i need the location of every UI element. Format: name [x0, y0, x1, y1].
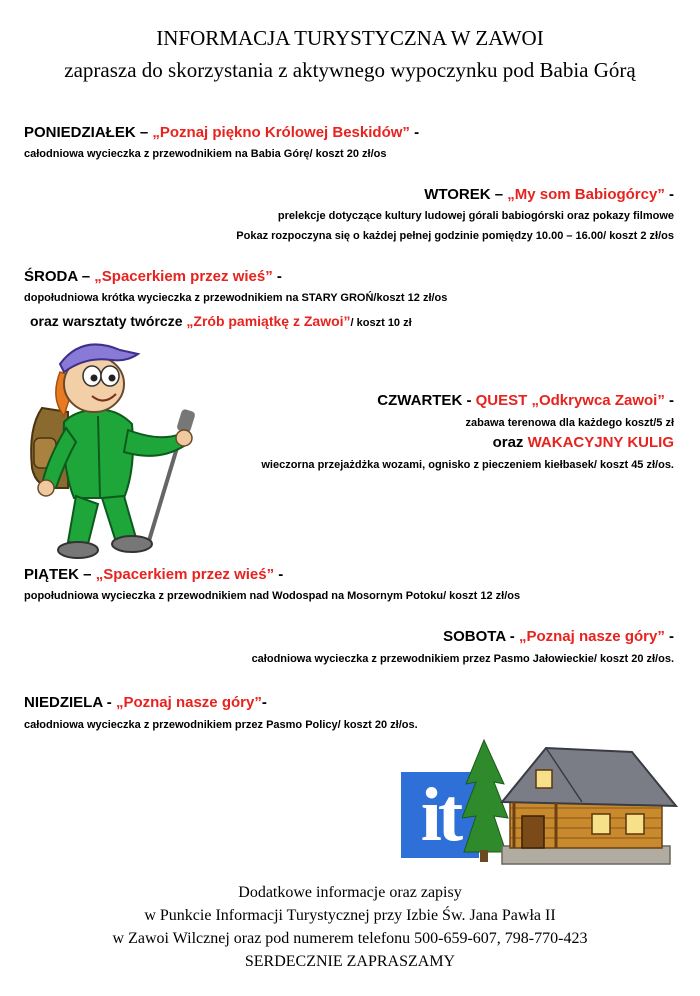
- day-label: SOBOTA -: [443, 628, 519, 645]
- wednesday-heading: [24, 268, 282, 285]
- footer-location: w Punkcie Informacji Turystycznej przy Izbie Św. Jana Pawła II: [144, 907, 556, 924]
- friday-detail: popołudniowa wycieczka z przewodnikiem nad Wodospad na Mosornym Potoku/ koszt 12 zł/os: [24, 590, 521, 602]
- workshop-event: „Zrób pamiątkę z Zawoi”: [186, 313, 351, 329]
- day-label: PONIEDZIAŁEK –: [24, 124, 153, 141]
- event-name: „Poznaj piękno Królowej Beskidów”: [152, 124, 410, 141]
- thursday-detail-1: zabawa terenowa dla każdego koszt/5 zł: [465, 417, 674, 429]
- wednesday-workshop: [30, 313, 412, 329]
- workshop-cost: / koszt 10 zł: [350, 317, 412, 329]
- separator: -: [261, 694, 267, 711]
- footer-phone: w Zawoi Wilcznej oraz pod numerem telefonu 500-659-607, 798-770-423: [112, 930, 588, 947]
- event-name: „My som Babiogórcy”: [507, 186, 665, 203]
- event-name: „Poznaj nasze góry”: [518, 628, 665, 645]
- day-label: CZWARTEK -: [377, 392, 476, 409]
- separator: -: [409, 124, 420, 141]
- workshop-prefix: oraz warsztaty twórcze: [30, 313, 187, 329]
- footer-invitation: SERDECZNIE ZAPRASZAMY: [244, 953, 456, 970]
- logo-text: it: [420, 773, 460, 857]
- separator: -: [664, 628, 674, 645]
- saturday-heading: [443, 628, 674, 645]
- event-name: „Spacerkiem przez wieś”: [95, 566, 275, 583]
- day-label: NIEDZIELA -: [24, 694, 116, 711]
- event-name: QUEST „Odkrywca Zawoi”: [475, 392, 665, 409]
- tuesday-heading: [424, 186, 674, 203]
- event-name: WAKACYJNY KULIG: [527, 434, 674, 451]
- tuesday-detail-2: Pokaz rozpoczyna się o każdej pełnej godzinie pomiędzy 10.00 – 16.00/ koszt 2 zł/os: [236, 230, 674, 242]
- tuesday-detail-1: prelekcje dotyczące kultury ludowej górali babiogórski oraz pokazy filmowe: [277, 210, 674, 222]
- wednesday-detail: dopołudniowa krótka wycieczka z przewodnikiem na STARY GROŃ/koszt 12 zł/os: [24, 292, 448, 304]
- page-title: INFORMACJA TURYSTYCZNA W ZAWOI: [156, 26, 544, 50]
- separator: -: [664, 186, 674, 203]
- wooden-house-illustration: [462, 736, 680, 876]
- day-label: WTOREK –: [424, 186, 508, 203]
- event-name: „Spacerkiem przez wieś”: [94, 268, 273, 285]
- separator: -: [664, 392, 674, 409]
- monday-heading: [24, 124, 419, 141]
- footer-info-heading: Dodatkowe informacje oraz zapisy: [238, 884, 462, 901]
- thursday-detail-2: wieczorna przejażdżka wozami, ognisko z pieczeniem kiełbasek/ koszt 45 zł/os.: [261, 459, 674, 471]
- sunday-heading: [24, 694, 267, 711]
- hiker-illustration: [20, 338, 210, 568]
- saturday-detail: całodniowa wycieczka z przewodnikiem przez Pasmo Jałowieckie/ koszt 20 zł/os.: [251, 653, 674, 665]
- monday-detail: całodniowa wycieczka z przewodnikiem na Babia Górę/ koszt 20 zł/os: [24, 148, 387, 160]
- separator: -: [272, 268, 282, 285]
- day-label: ŚRODA –: [24, 268, 95, 285]
- day-label: PIĄTEK –: [24, 566, 96, 583]
- separator: -: [274, 566, 284, 583]
- and-label: oraz: [492, 434, 528, 451]
- page-subtitle: zaprasza do skorzystania z aktywnego wypoczynku pod Babia Górą: [64, 58, 636, 82]
- thursday-heading: [377, 392, 674, 409]
- friday-heading: [24, 566, 283, 583]
- thursday-second-event: [493, 434, 674, 451]
- sunday-detail: całodniowa wycieczka z przewodnikiem przez Pasmo Policy/ koszt 20 zł/os.: [24, 719, 418, 731]
- event-name: „Poznaj nasze góry”: [115, 694, 262, 711]
